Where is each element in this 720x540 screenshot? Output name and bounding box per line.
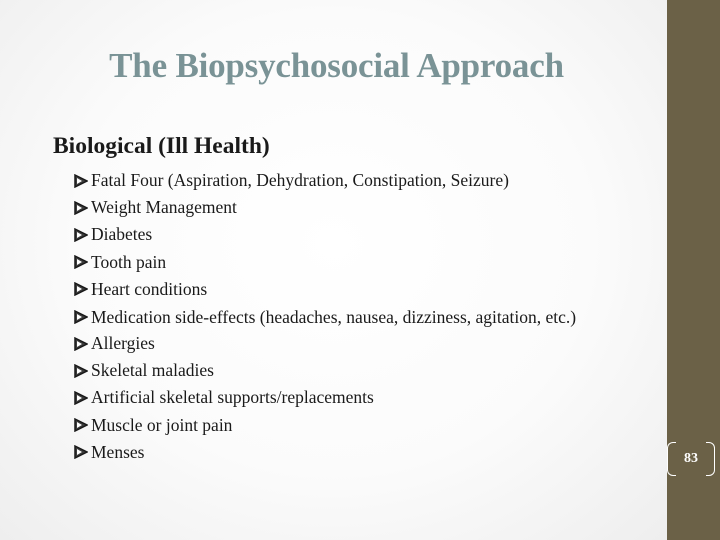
arrow-bullet-icon [74, 276, 90, 303]
bullet-item [74, 303, 634, 330]
bullet-text: Tooth pain [91, 251, 167, 272]
bullet-text: Skeletal maladies [91, 360, 214, 381]
bullet-text: Medication side-effects (headaches, nausea, dizziness, agitation, etc.) [91, 307, 577, 328]
bullet-text: Menses [91, 441, 145, 462]
page-number: 83 [684, 451, 698, 466]
bullet-item [74, 249, 634, 276]
section-heading: Biological (Ill Health) [53, 133, 270, 159]
bullet-item [74, 167, 634, 194]
arrow-bullet-icon [74, 439, 90, 466]
arrow-bullet-icon [74, 249, 90, 276]
bullet-text: Artificial skeletal supports/replacements [91, 387, 374, 408]
bullet-list [74, 167, 634, 466]
right-bracket-icon [706, 442, 715, 476]
bullet-item [74, 276, 634, 303]
arrow-bullet-icon [74, 330, 90, 357]
arrow-bullet-icon [74, 194, 90, 221]
bullet-item [74, 357, 634, 384]
bullet-item [74, 194, 634, 221]
bullet-item [74, 384, 634, 411]
arrow-bullet-icon [74, 221, 90, 248]
arrow-bullet-icon [74, 167, 90, 194]
bullet-text: Fatal Four (Aspiration, Dehydration, Constipation, Seizure) [91, 170, 509, 190]
bullet-text: Allergies [91, 333, 155, 354]
arrow-bullet-icon [74, 384, 90, 411]
bullet-item [74, 412, 634, 439]
bullet-text: Muscle or joint pain [91, 414, 233, 435]
bullet-text: Diabetes [91, 224, 153, 245]
arrow-bullet-icon [74, 357, 90, 384]
bullet-item [74, 330, 634, 357]
arrow-bullet-icon [74, 412, 90, 439]
bullet-item [74, 439, 634, 466]
slide-title: The Biopsychosocial Approach [109, 46, 564, 85]
bullet-text: Weight Management [91, 197, 237, 218]
arrow-bullet-icon [74, 303, 90, 330]
bullet-text: Heart conditions [91, 278, 208, 299]
bullet-item [74, 221, 634, 248]
page-number-badge [667, 440, 720, 480]
